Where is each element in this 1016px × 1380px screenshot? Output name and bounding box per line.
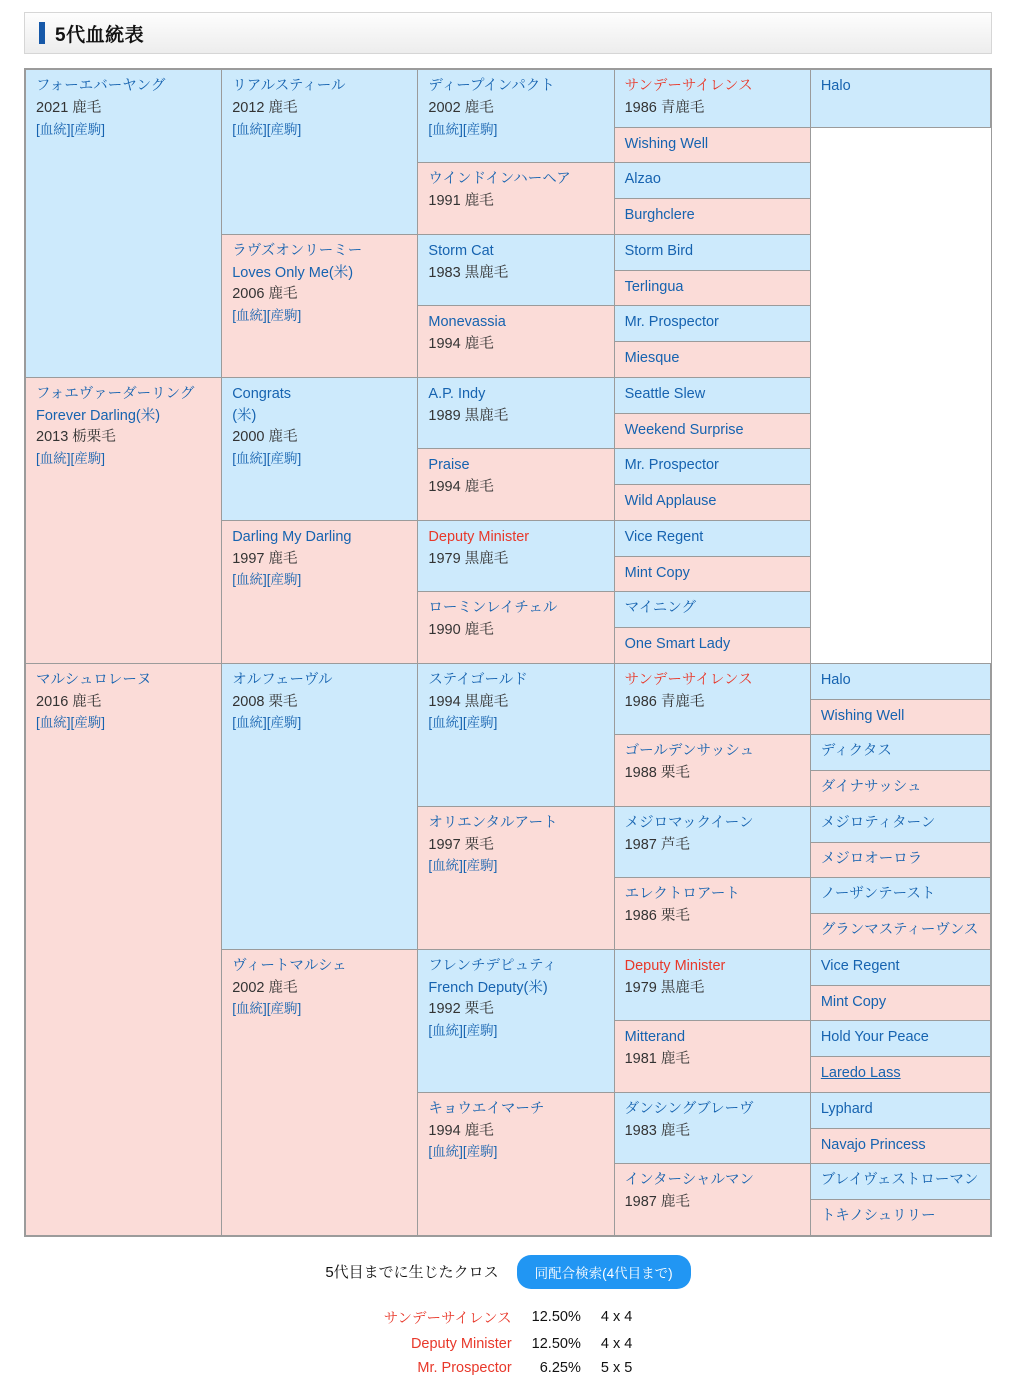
horse-name[interactable]: フォーエバーヤング	[36, 78, 166, 94]
sire-cell-gen1[interactable]	[26, 70, 222, 378]
horse-name[interactable]: Praise	[428, 457, 470, 474]
horse-name[interactable]: インターシャルマン	[624, 1172, 754, 1189]
horse-name[interactable]: Burghclere	[624, 207, 695, 223]
horse-year-coat: 2013 栃栗毛	[36, 429, 116, 446]
horse-year-coat: 2002 鹿毛	[428, 99, 494, 116]
page-title-bar	[24, 12, 992, 54]
horse-links[interactable]: [血統][産駒]	[428, 1023, 498, 1038]
horse-year-coat: 1986 栗毛	[624, 908, 690, 924]
horse-name[interactable]: Alzao	[624, 171, 661, 188]
horse-name[interactable]: One Smart Lady	[624, 636, 731, 652]
cell-gen4-10[interactable]	[614, 806, 810, 878]
page-title: 5代血統表	[55, 24, 145, 46]
cell-gen5-15[interactable]	[614, 628, 810, 664]
horse-name[interactable]: トキノシュリリー	[820, 1208, 936, 1224]
table-row	[374, 1356, 643, 1380]
table-row	[374, 1303, 643, 1332]
horse-name[interactable]: Navajo Princess	[820, 1136, 926, 1153]
same-mating-search-button[interactable]: 同配合検索(4代目まで)	[517, 1255, 691, 1289]
horse-name[interactable]: ノーザンテースト	[820, 886, 936, 903]
horse-name[interactable]: A.P. Indy	[428, 385, 486, 402]
cell-gen4-0[interactable]	[614, 70, 810, 128]
horse-name[interactable]: メジロオーロラ	[820, 850, 923, 867]
horse-name[interactable]: Vice Regent	[624, 528, 704, 545]
horse-links[interactable]: [血統][産駒]	[232, 1001, 302, 1017]
cell-gen5-26[interactable]	[810, 1021, 990, 1057]
horse-name[interactable]: Congrats	[232, 385, 292, 402]
cell-gen3-0[interactable]	[418, 70, 614, 163]
cell-gen5-4[interactable]	[614, 234, 810, 270]
horse-name[interactable]: Halo	[820, 78, 851, 94]
horse-name[interactable]: オリエンタルアート	[428, 814, 558, 831]
cell-gen5-27[interactable]	[810, 1057, 990, 1093]
horse-year-coat: 1979 黒鹿毛	[624, 979, 705, 996]
cross-generations: 4 x 4	[600, 1309, 633, 1326]
cell-gen2-3[interactable]	[222, 949, 418, 1235]
cell-gen5-2[interactable]	[614, 163, 810, 199]
horse-year-coat: 2006 鹿毛	[232, 286, 298, 303]
horse-name[interactable]: Lyphard	[820, 1100, 873, 1117]
cell-gen5-28[interactable]	[810, 1092, 990, 1128]
cell-gen5-3[interactable]	[614, 199, 810, 235]
horse-name[interactable]: メジロマックイーン	[624, 814, 754, 831]
cell-gen4-3[interactable]	[418, 306, 614, 378]
cell-gen5-20[interactable]	[810, 806, 990, 842]
horse-name-alt[interactable]: Loves Only Me(米)	[232, 264, 354, 281]
horse-year-coat: 1986 青鹿毛	[624, 99, 705, 116]
cell-gen5-24[interactable]	[810, 949, 990, 985]
horse-name[interactable]: フォエヴァーダーリング	[36, 385, 195, 402]
cell-gen5-21[interactable]	[810, 842, 990, 878]
horse-name-alt[interactable]: Forever Darling(米)	[36, 407, 161, 424]
cross-percent: 12.50%	[531, 1309, 581, 1326]
cell-gen2-0[interactable]	[222, 70, 418, 235]
cell-gen3-2[interactable]	[222, 377, 418, 520]
cell-gen4-9[interactable]	[614, 735, 810, 807]
horse-name[interactable]: Monevassia	[428, 314, 506, 331]
horse-name[interactable]: Miesque	[624, 350, 680, 366]
horse-name[interactable]: Mr. Prospector	[624, 314, 719, 331]
horse-name[interactable]: Mint Copy	[624, 564, 690, 581]
horse-name[interactable]: ステイゴールド	[428, 671, 528, 688]
horse-year-coat: 1992 栗毛	[428, 1001, 494, 1018]
cross-label: 5代目までに生じたクロス	[325, 1264, 499, 1282]
horse-name[interactable]: マルシュロレーヌ	[36, 671, 152, 688]
horse-year-coat: 1994 鹿毛	[428, 1122, 494, 1139]
horse-name[interactable]: Storm Cat	[428, 242, 494, 259]
cell-gen5-9[interactable]	[614, 413, 810, 449]
horse-year-coat: 1991 鹿毛	[428, 193, 494, 209]
horse-name[interactable]: Hold Your Peace	[820, 1029, 929, 1046]
cell-gen3-6[interactable]	[418, 949, 614, 1092]
horse-name[interactable]: メジロティターン	[820, 814, 936, 831]
horse-name[interactable]: Deputy Minister	[428, 528, 530, 545]
horse-year-coat: 1981 鹿毛	[624, 1051, 690, 1067]
horse-links[interactable]: [血統][産駒]	[232, 121, 302, 137]
pedigree-page	[0, 12, 1016, 1380]
pedigree-table-wrapper	[24, 68, 992, 1237]
horse-year-coat: 1994 鹿毛	[428, 479, 494, 495]
horse-name[interactable]: Weekend Surprise	[624, 421, 744, 438]
cross-generations: 5 x 5	[600, 1359, 633, 1376]
horse-name[interactable]: Halo	[820, 671, 851, 688]
title-accent-bar	[39, 22, 45, 44]
horse-name[interactable]: サンデーサイレンス	[624, 671, 753, 688]
cell-gen4-4[interactable]	[418, 377, 614, 449]
horse-name[interactable]: Mint Copy	[820, 993, 887, 1010]
dam-cell-gen1[interactable]	[26, 663, 222, 1235]
cell-gen4-15[interactable]	[614, 1164, 810, 1236]
horse-year-coat: 1994 鹿毛	[428, 336, 494, 352]
horse-year-coat: 1989 黒鹿毛	[428, 407, 509, 424]
horse-name-alt[interactable]: (米)	[232, 407, 257, 424]
horse-links[interactable]: [血統][産駒]	[36, 121, 106, 137]
horse-name[interactable]: ローミンレイチェル	[428, 600, 558, 617]
cell-gen5-14[interactable]	[614, 592, 810, 628]
cell-gen4-7[interactable]	[418, 592, 614, 664]
horse-name[interactable]: ウインドインハーヘア	[428, 171, 571, 188]
cell-gen4-13[interactable]	[614, 1021, 810, 1093]
horse-name-alt[interactable]: French Deputy(米)	[428, 979, 548, 996]
pedigree-table	[25, 69, 991, 1236]
horse-links[interactable]: [血統][産駒]	[36, 451, 106, 466]
horse-name[interactable]: キョウエイマーチ	[428, 1100, 545, 1117]
horse-year-coat: 1983 黒鹿毛	[428, 264, 509, 281]
horse-year-coat: 1979 黒鹿毛	[428, 550, 509, 567]
cell-gen5-31[interactable]	[810, 1200, 990, 1236]
cell-gen5-25[interactable]	[810, 985, 990, 1021]
horse-year-coat: 1986 青鹿毛	[624, 693, 705, 710]
cell-gen3-3[interactable]	[222, 520, 418, 663]
horse-name[interactable]: オルフェーヴル	[232, 671, 333, 688]
cross-generations: 4 x 4	[600, 1335, 633, 1352]
cell-gen4-1[interactable]	[418, 163, 614, 235]
cell-gen4-14[interactable]	[614, 1092, 810, 1164]
horse-links[interactable]: [血統][産駒]	[36, 715, 106, 731]
horse-year-coat: 1987 鹿毛	[624, 1194, 690, 1210]
cell-gen5-11[interactable]	[614, 485, 810, 521]
horse-links[interactable]: [血統][産駒]	[232, 572, 302, 588]
horse-year-coat: 1987 芦毛	[624, 836, 690, 853]
cell-gen4-8[interactable]	[614, 663, 810, 735]
horse-year-coat: 2002 鹿毛	[232, 979, 298, 996]
horse-links[interactable]: [血統][産駒]	[232, 715, 302, 731]
horse-name[interactable]: ゴールデンサッシュ	[624, 743, 754, 760]
horse-name[interactable]: リアルスティール	[232, 78, 346, 94]
cross-name[interactable]: Mr. Prospector	[417, 1359, 512, 1376]
cell-gen3-1[interactable]	[222, 234, 418, 377]
horse-name[interactable]: ディクタス	[820, 743, 892, 760]
cell-gen5-18[interactable]	[810, 735, 990, 771]
horse-year-coat: 1997 鹿毛	[232, 550, 298, 567]
horse-links[interactable]: [血統][産駒]	[428, 1144, 498, 1160]
horse-name[interactable]: ダイナサッシュ	[820, 779, 922, 795]
horse-name[interactable]: ディープインパクト	[428, 78, 555, 94]
table-row	[26, 377, 991, 413]
horse-year-coat: 1990 鹿毛	[428, 622, 494, 638]
horse-name[interactable]: Mitterand	[624, 1029, 686, 1046]
cell-gen5-0[interactable]	[810, 70, 990, 128]
horse-year-coat: 1988 栗毛	[624, 765, 690, 781]
cell-gen5-7[interactable]	[614, 342, 810, 378]
table-row	[26, 663, 991, 699]
horse-links[interactable]: [血統][産駒]	[232, 451, 302, 466]
horse-name[interactable]: ブレイヴェストローマン	[820, 1172, 979, 1189]
cell-gen5-17[interactable]	[810, 699, 990, 735]
cross-name[interactable]: サンデーサイレンス	[383, 1310, 512, 1327]
horse-year-coat: 1997 栗毛	[428, 836, 494, 853]
horse-year-coat: 1983 鹿毛	[624, 1122, 690, 1139]
horse-links[interactable]: [血統][産駒]	[232, 308, 302, 323]
cross-percent: 12.50%	[531, 1335, 581, 1352]
cell-gen5-23[interactable]	[810, 914, 990, 950]
cell-gen3-4[interactable]	[418, 663, 614, 806]
horse-links[interactable]: [血統][産駒]	[428, 858, 498, 874]
cell-gen4-6[interactable]	[418, 520, 614, 592]
horse-name[interactable]: Wild Applause	[624, 493, 717, 509]
cell-gen2-1[interactable]	[26, 377, 222, 663]
cell-gen3-7[interactable]	[418, 1092, 614, 1235]
cell-gen5-1[interactable]	[614, 127, 810, 163]
cell-gen4-11[interactable]	[614, 878, 810, 950]
horse-year-coat: 2000 鹿毛	[232, 429, 298, 446]
cell-gen5-5[interactable]	[614, 270, 810, 306]
cell-gen5-22[interactable]	[810, 878, 990, 914]
table-row	[26, 70, 991, 128]
cross-header	[0, 1255, 1016, 1289]
horse-name[interactable]: Wishing Well	[624, 135, 709, 152]
cell-gen5-19[interactable]	[810, 771, 990, 807]
cell-gen5-6[interactable]	[614, 306, 810, 342]
table-row	[374, 1332, 643, 1356]
horse-name[interactable]: エレクトロアート	[624, 886, 740, 903]
horse-name[interactable]: ラヴズオンリーミー	[232, 242, 363, 259]
horse-year-coat: 1994 黒鹿毛	[428, 693, 509, 710]
cell-gen5-10[interactable]	[614, 449, 810, 485]
cell-gen4-5[interactable]	[418, 449, 614, 521]
horse-name[interactable]: ヴィートマルシェ	[232, 957, 347, 974]
cell-gen5-30[interactable]	[810, 1164, 990, 1200]
horse-year-coat: 2008 栗毛	[232, 693, 298, 710]
cell-gen5-29[interactable]	[810, 1128, 990, 1164]
horse-name[interactable]: Laredo Lass	[820, 1065, 901, 1081]
cell-gen5-8[interactable]	[614, 377, 810, 413]
cell-gen5-16[interactable]	[810, 663, 990, 699]
horse-year-coat: 2021 鹿毛	[36, 99, 102, 116]
cross-percent: 6.25%	[539, 1359, 581, 1376]
horse-year-coat: 2012 鹿毛	[232, 99, 298, 116]
horse-links[interactable]: [血統][産駒]	[428, 121, 498, 137]
horse-name[interactable]: グランマスティーヴンス	[820, 922, 979, 938]
horse-name[interactable]: Darling My Darling	[232, 528, 352, 545]
cross-table	[374, 1303, 643, 1380]
horse-name[interactable]: Deputy Minister	[624, 957, 726, 974]
cell-gen3-5[interactable]	[418, 806, 614, 949]
cell-gen4-2[interactable]	[418, 234, 614, 306]
horse-name[interactable]: フレンチデピュティ	[428, 957, 557, 974]
horse-name[interactable]: サンデーサイレンス	[624, 78, 753, 94]
horse-name[interactable]: Wishing Well	[820, 707, 905, 724]
cell-gen2-2[interactable]	[222, 663, 418, 949]
horse-name[interactable]: Mr. Prospector	[624, 457, 719, 474]
horse-year-coat: 2016 鹿毛	[36, 693, 102, 710]
horse-name[interactable]: マイニング	[624, 600, 696, 617]
horse-name[interactable]: Terlingua	[624, 278, 684, 295]
horse-name[interactable]: ダンシングブレーヴ	[624, 1100, 754, 1117]
cell-gen4-12[interactable]	[614, 949, 810, 1021]
horse-name[interactable]: Vice Regent	[820, 957, 900, 974]
cell-gen5-13[interactable]	[614, 556, 810, 592]
horse-name[interactable]: Seattle Slew	[624, 385, 706, 402]
cross-name[interactable]: Deputy Minister	[410, 1335, 512, 1352]
horse-links[interactable]: [血統][産駒]	[428, 715, 498, 731]
cell-gen5-12[interactable]	[614, 520, 810, 556]
horse-name[interactable]: Storm Bird	[624, 242, 694, 259]
